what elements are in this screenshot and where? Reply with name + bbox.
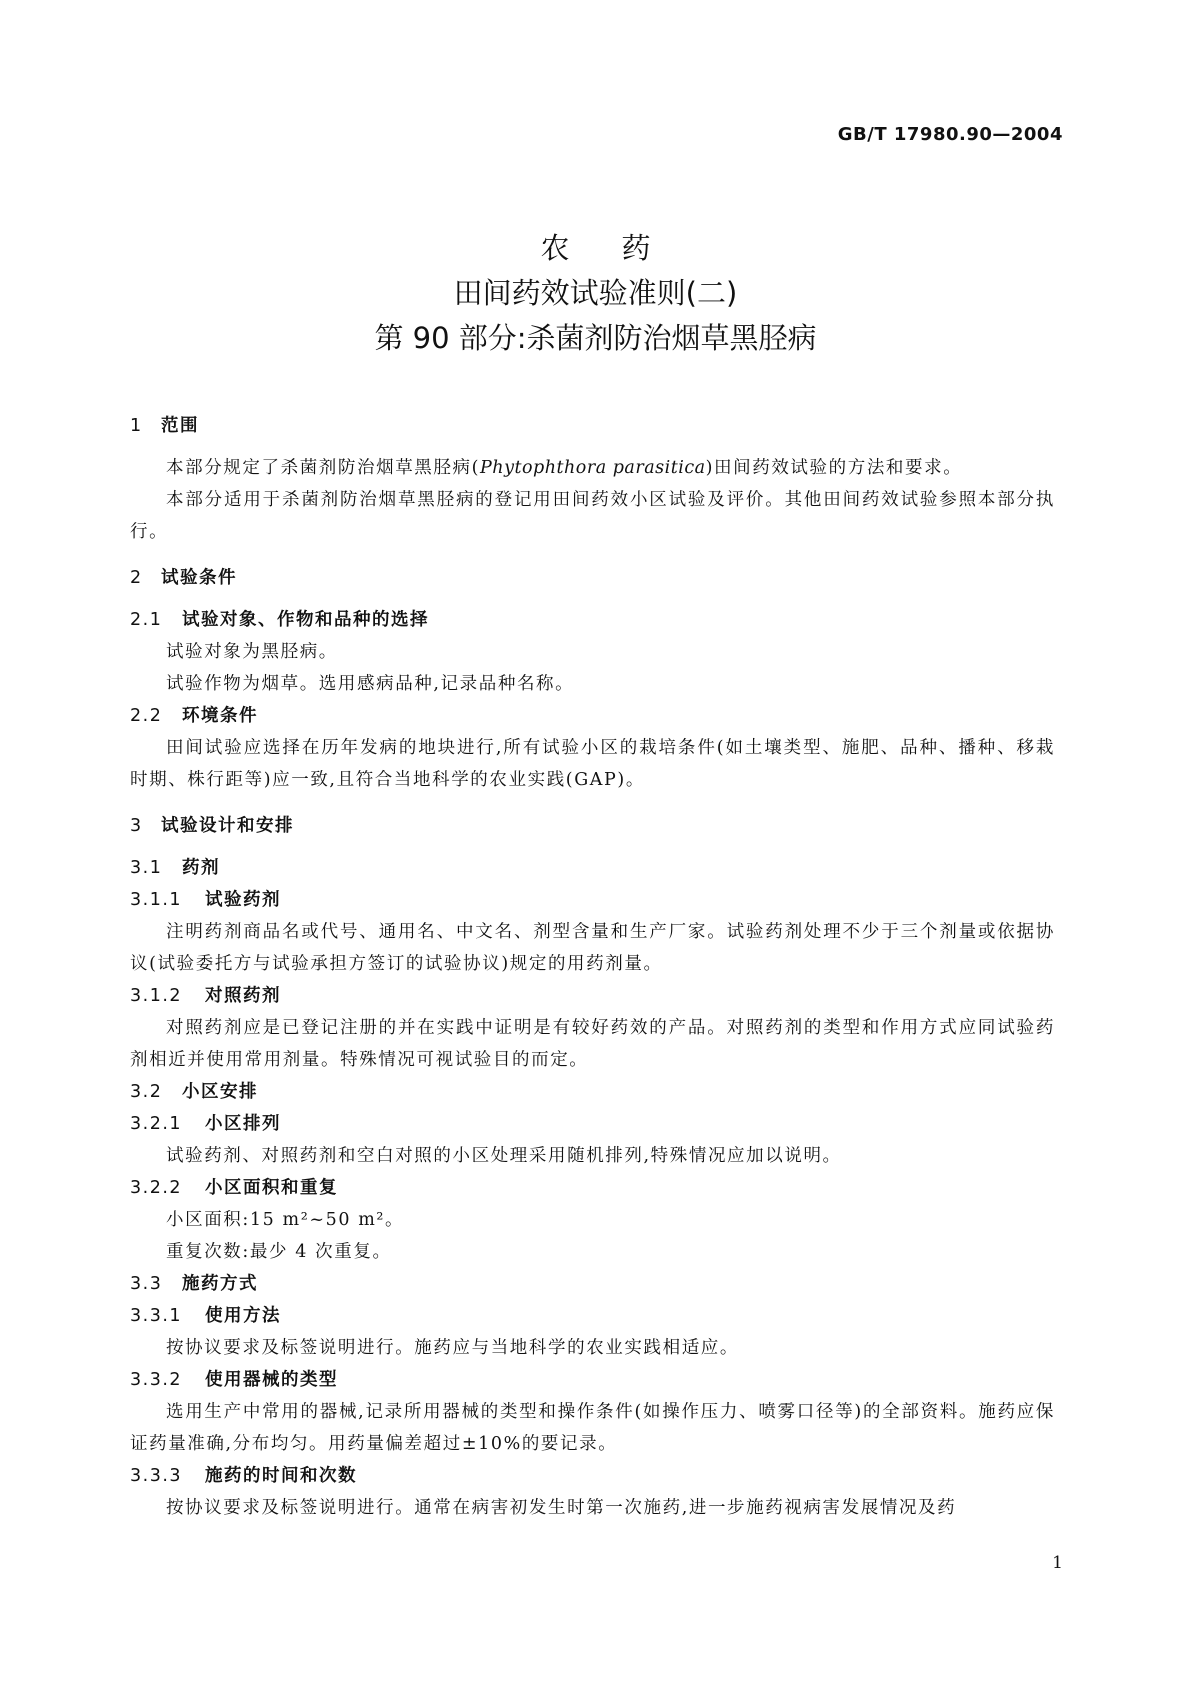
- subsection-number: 3.2: [130, 1082, 163, 1102]
- clause-title: 试验药剂: [205, 890, 281, 910]
- clause-title: 小区面积和重复: [205, 1178, 338, 1198]
- paragraph: 对照药剂应是已登记注册的并在实践中证明是有较好药效的产品。对照药剂的类型和作用方式应同试验药剂相近并使用常用剂量。特殊情况可视试验目的而定。: [130, 1018, 1055, 1070]
- standard-code: GB/T 17980.90—2004: [837, 124, 1063, 145]
- paragraph: 注明药剂商品名或代号、通用名、中文名、剂型含量和生产厂家。试验药剂处理不少于三个剂量或依据协议(试验委托方与试验承担方签订的试验协议)规定的用药剂量。: [130, 922, 1055, 974]
- paragraph: 选用生产中常用的器械,记录所用器械的类型和操作条件(如操作压力、喷雾口径等)的全部资料。施药应保证药量准确,分布均匀。用药量偏差超过±10%的要记录。: [130, 1402, 1055, 1454]
- section-heading: [130, 410, 1055, 442]
- clause-title: 施药的时间和次数: [205, 1466, 357, 1486]
- paragraph: [130, 452, 1055, 484]
- subsection-heading: [130, 1076, 1055, 1108]
- paragraph: 小区面积:15 m²~50 m²。: [166, 1210, 405, 1230]
- title-line-1: 农药: [540, 231, 703, 265]
- section-number: 3: [130, 816, 143, 836]
- subsection-title: 药剂: [182, 858, 220, 878]
- title-line-3: 第 90 部分:杀菌剂防治烟草黑胫病: [374, 321, 817, 355]
- subsection-heading: [130, 700, 1055, 732]
- paragraph: 按协议要求及标签说明进行。施药应与当地科学的农业实践相适应。: [166, 1338, 739, 1358]
- clause-heading: [130, 1108, 1055, 1140]
- paragraph-text: )田间药效试验的方法和要求。: [705, 458, 963, 478]
- paragraph: 重复次数:最少 4 次重复。: [166, 1242, 392, 1262]
- clause-heading: [130, 980, 1055, 1012]
- paragraph-text: 本部分规定了杀菌剂防治烟草黑胫病(: [166, 458, 481, 478]
- clause-number: 3.3.3: [130, 1466, 183, 1486]
- subsection-number: 2.2: [130, 706, 163, 726]
- clause-heading: [130, 1364, 1055, 1396]
- section-title: 试验设计和安排: [161, 816, 294, 836]
- section-title: 范围: [161, 416, 199, 436]
- paragraph: 按协议要求及标签说明进行。通常在病害初发生时第一次施药,进一步施药视病害发展情况及药: [166, 1498, 957, 1518]
- section-title: 试验条件: [161, 568, 237, 588]
- subsection-number: 3.1: [130, 858, 163, 878]
- paragraph: 试验作物为烟草。选用感病品种,记录品种名称。: [166, 674, 575, 694]
- document-body: [130, 410, 1055, 1524]
- clause-title: 使用方法: [205, 1306, 281, 1326]
- latin-name: Phytophthora parasitica: [480, 458, 706, 478]
- section-heading: [130, 562, 1055, 594]
- clause-title: 对照药剂: [205, 986, 281, 1006]
- subsection-title: 环境条件: [182, 706, 258, 726]
- clause-number: 3.3.1: [130, 1306, 183, 1326]
- paragraph: 试验药剂、对照药剂和空白对照的小区处理采用随机排列,特殊情况应加以说明。: [166, 1146, 842, 1166]
- paragraph: 田间试验应选择在历年发病的地块进行,所有试验小区的栽培条件(如土壤类型、施肥、品种、播种、移栽时期、株行距等)应一致,且符合当地科学的农业实践(GAP)。: [130, 738, 1055, 790]
- section-heading: [130, 810, 1055, 842]
- clause-number: 3.1.1: [130, 890, 183, 910]
- clause-heading: [130, 1172, 1055, 1204]
- clause-number: 3.2.2: [130, 1178, 183, 1198]
- subsection-heading: [130, 1268, 1055, 1300]
- section-number: 1: [130, 416, 143, 436]
- clause-number: 3.2.1: [130, 1114, 183, 1134]
- clause-heading: [130, 1460, 1055, 1492]
- clause-number: 3.3.2: [130, 1370, 183, 1390]
- paragraph: 本部分适用于杀菌剂防治烟草黑胫病的登记用田间药效小区试验及评价。其他田间药效试验参照本部分执行。: [130, 490, 1055, 542]
- clause-number: 3.1.2: [130, 986, 183, 1006]
- clause-heading: [130, 884, 1055, 916]
- subsection-heading: [130, 852, 1055, 884]
- clause-title: 小区排列: [205, 1114, 281, 1134]
- section-number: 2: [130, 568, 143, 588]
- subsection-title: 试验对象、作物和品种的选择: [182, 610, 429, 630]
- paragraph: 试验对象为黑胫病。: [166, 642, 338, 662]
- title-line-2: 田间药效试验准则(二): [453, 276, 738, 310]
- subsection-title: 小区安排: [182, 1082, 258, 1102]
- subsection-number: 3.3: [130, 1274, 163, 1294]
- clause-heading: [130, 1300, 1055, 1332]
- subsection-heading: [130, 604, 1055, 636]
- subsection-title: 施药方式: [182, 1274, 258, 1294]
- subsection-number: 2.1: [130, 610, 163, 630]
- page-number: 1: [1052, 1553, 1063, 1573]
- clause-title: 使用器械的类型: [205, 1370, 338, 1390]
- document-title: [0, 226, 1191, 361]
